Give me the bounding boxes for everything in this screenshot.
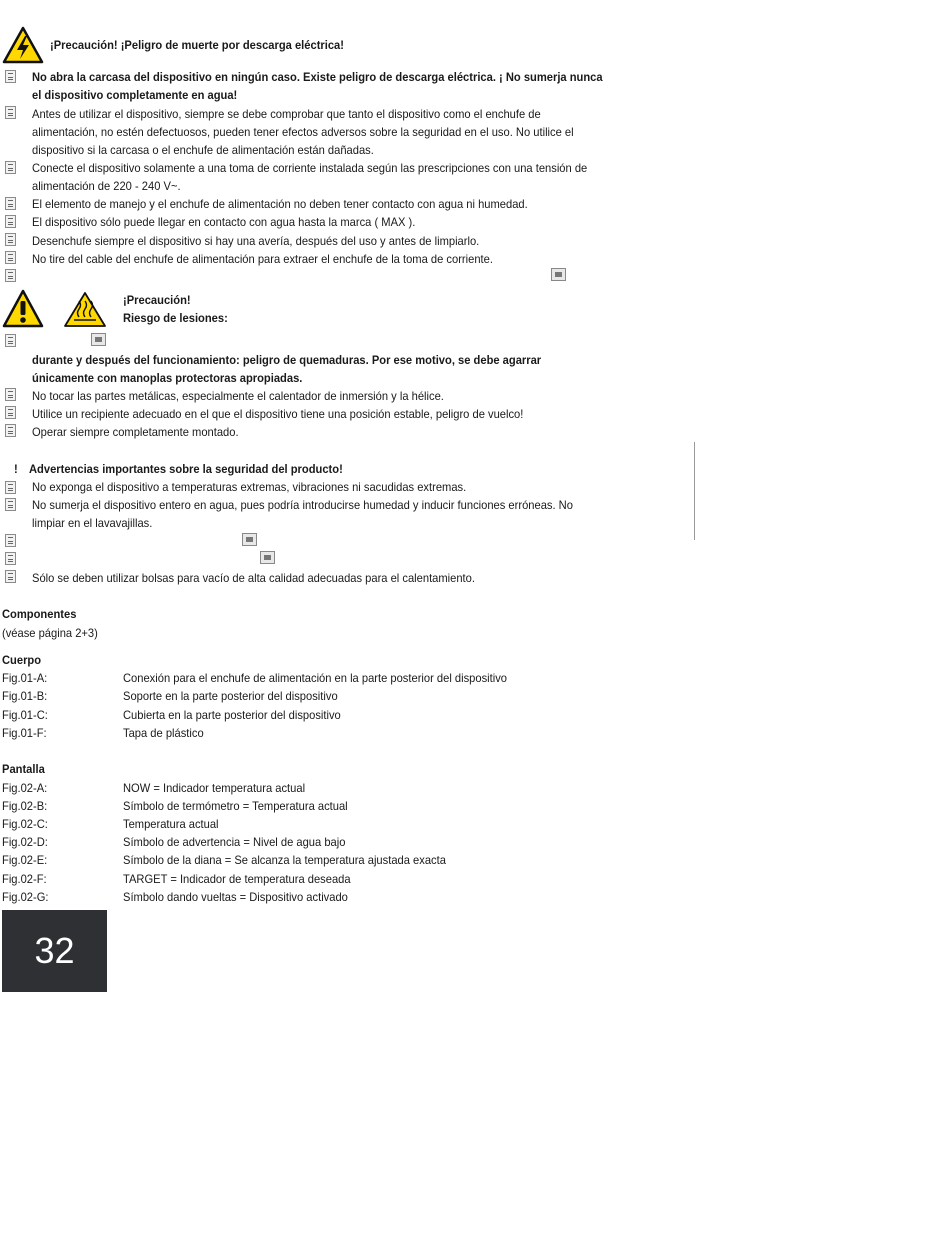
fig-desc: Símbolo de advertencia = Nivel de agua bajo — [123, 835, 346, 849]
symbol-icon — [551, 268, 566, 281]
fig-label: Fig.01-B: — [2, 689, 48, 703]
warning-title: ¡Precaución! — [123, 293, 191, 307]
list-item: Conecte el dispositivo solamente a una toma de corriente instalada según las prescripciones con una tensión de — [32, 161, 588, 175]
list-item: alimentación de 220 - 240 V~. — [32, 179, 181, 193]
fig-desc: Símbolo de termómetro = Temperatura actual — [123, 799, 348, 813]
list-item: No exponga el dispositivo a temperaturas extremas, vibraciones ni sacudidas extremas. — [32, 480, 467, 494]
list-item: No tire del cable del enchufe de alimentación para extraer el enchufe de la toma de corriente. — [32, 252, 493, 266]
section-title: Cuerpo — [2, 653, 42, 667]
divider — [694, 442, 695, 540]
list-item: limpiar en el lavavajillas. — [32, 516, 153, 530]
fig-desc: Símbolo dando vueltas = Dispositivo activado — [123, 890, 348, 904]
bullet-icon — [5, 406, 16, 419]
bullet-icon — [5, 498, 16, 511]
bullet-icon — [5, 197, 16, 210]
fig-label: Fig.02-G: — [2, 890, 49, 904]
bullet-icon — [5, 106, 16, 119]
list-item: Desenchufe siempre el dispositivo si hay una avería, después del uso y antes de limpiarlo. — [32, 234, 480, 248]
symbol-icon — [242, 533, 257, 546]
electric-shock-warning-icon — [2, 26, 44, 64]
warning-title: ¡Precaución! ¡Peligro de muerte por descarga eléctrica! — [50, 38, 344, 52]
symbol-icon — [91, 333, 106, 346]
bullet-icon — [5, 534, 16, 547]
bullet-icon — [5, 388, 16, 401]
bullet-icon — [5, 251, 16, 264]
fig-label: Fig.02-D: — [2, 835, 48, 849]
bullet-icon — [5, 233, 16, 246]
list-item: Antes de utilizar el dispositivo, siempre se debe comprobar que tanto el dispositivo como el enchufe de — [32, 107, 541, 121]
fig-desc: Tapa de plástico — [123, 726, 204, 740]
list-item: dispositivo si la carcasa o el enchufe de alimentación están dañadas. — [32, 143, 374, 157]
fig-label: Fig.02-F: — [2, 872, 47, 886]
fig-desc: Cubierta en la parte posterior del dispositivo — [123, 708, 341, 722]
list-item: No sumerja el dispositivo entero en agua, pues podría introducirse humedad y inducir funciones erróneas. No — [32, 498, 573, 512]
fig-desc: TARGET = Indicador de temperatura deseada — [123, 872, 351, 886]
bullet-icon — [5, 269, 16, 282]
section-note: (véase página 2+3) — [2, 626, 98, 640]
page-number: 32 — [2, 910, 107, 992]
fig-desc: Temperatura actual — [123, 817, 219, 831]
list-item: únicamente con manoplas protectoras apropiadas. — [32, 371, 303, 385]
fig-label: Fig.01-F: — [2, 726, 47, 740]
fig-label: Fig.01-C: — [2, 708, 48, 722]
symbol-icon — [260, 551, 275, 564]
list-item: No tocar las partes metálicas, especialmente el calentador de inmersión y la hélice. — [32, 389, 444, 403]
exclamation-mark: ! — [14, 462, 18, 476]
list-item: durante y después del funcionamiento: peligro de quemaduras. Por ese motivo, se debe agarrar — [32, 353, 542, 367]
fig-label: Fig.01-A: — [2, 671, 48, 685]
list-item: El elemento de manejo y el enchufe de alimentación no deben tener contacto con agua ni humedad. — [32, 197, 528, 211]
fig-desc: Símbolo de la diana = Se alcanza la temperatura ajustada exacta — [123, 853, 446, 867]
fig-desc: Soporte en la parte posterior del dispositivo — [123, 689, 338, 703]
bullet-icon — [5, 334, 16, 347]
hot-surface-warning-icon — [63, 291, 107, 329]
safety-title: Advertencias importantes sobre la seguridad del producto! — [29, 462, 343, 476]
bullet-icon — [5, 481, 16, 494]
fig-label: Fig.02-C: — [2, 817, 48, 831]
list-item: Sólo se deben utilizar bolsas para vacío de alta calidad adecuadas para el calentamiento. — [32, 571, 475, 585]
list-item: No abra la carcasa del dispositivo en ningún caso. Existe peligro de descarga eléctrica. ¡ No sumerja nunca — [32, 70, 603, 84]
fig-desc: NOW = Indicador temperatura actual — [123, 781, 306, 795]
section-title: Pantalla — [2, 762, 45, 776]
list-item: Utilice un recipiente adecuado en el que el dispositivo tiene una posición estable, peligro de vuelco! — [32, 407, 524, 421]
general-warning-icon — [2, 289, 44, 329]
bullet-icon — [5, 424, 16, 437]
list-item: El dispositivo sólo puede llegar en contacto con agua hasta la marca ( MAX ). — [32, 215, 416, 229]
list-item: Operar siempre completamente montado. — [32, 425, 239, 439]
section-title: Componentes — [2, 607, 77, 621]
fig-label: Fig.02-E: — [2, 853, 48, 867]
fig-label: Fig.02-A: — [2, 781, 48, 795]
bullet-icon — [5, 552, 16, 565]
warning-subtitle: Riesgo de lesiones: — [123, 311, 228, 325]
bullet-icon — [5, 161, 16, 174]
bullet-icon — [5, 70, 16, 83]
bullet-icon — [5, 570, 16, 583]
fig-label: Fig.02-B: — [2, 799, 48, 813]
fig-desc: Conexión para el enchufe de alimentación en la parte posterior del dispositivo — [123, 671, 508, 685]
list-item: alimentación, no estén defectuosos, pueden tener efectos adversos sobre la seguridad en el uso. No utilice el — [32, 125, 574, 139]
bullet-icon — [5, 215, 16, 228]
list-item: el dispositivo completamente en agua! — [32, 88, 238, 102]
